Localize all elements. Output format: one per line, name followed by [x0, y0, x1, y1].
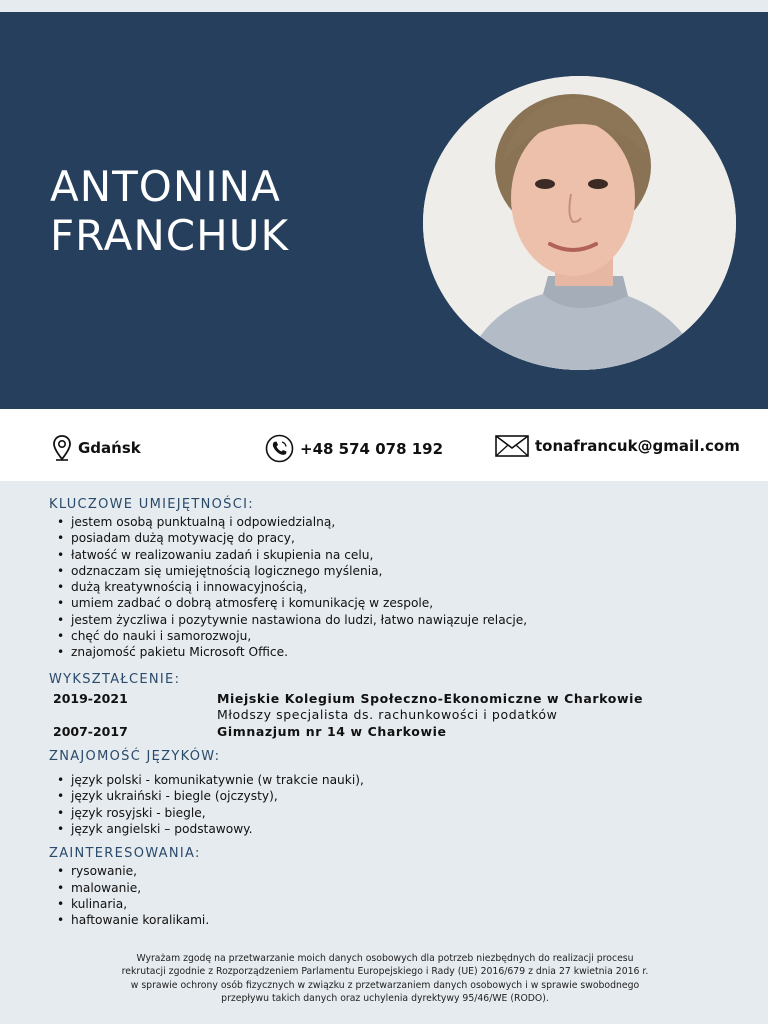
list-item: • kulinaria,: [57, 896, 739, 912]
education-years: 2007-2017: [53, 723, 128, 739]
education-school: Miejskie Kolegium Społeczno-Ekonomiczne w Charkowie: [217, 690, 644, 706]
email-text[interactable]: tonafrancuk@gmail.com: [535, 437, 740, 455]
education-entry: [49, 724, 739, 741]
candidate-name: [50, 162, 289, 260]
cv-content: [49, 496, 739, 929]
phone-icon: [265, 434, 294, 463]
languages-title: ZNAJOMOŚĆ JĘZYKÓW:: [49, 749, 221, 765]
education-school: Gimnazjum nr 14 w Charkowie: [217, 723, 447, 739]
list-item: • język rosyjski - biegle,: [57, 805, 739, 821]
list-item: • umiem zadbać o dobrą atmosferę i komunikację w zespole,: [57, 595, 739, 611]
education-list: [49, 691, 739, 741]
interests-section: [49, 845, 739, 928]
list-item: • łatwość w realizowaniu zadań i skupienia na celu,: [57, 547, 739, 563]
list-item: • haftowanie koralikami.: [57, 912, 739, 928]
envelope-icon: [495, 434, 529, 458]
top-strip: [0, 0, 768, 12]
contact-email: [495, 434, 740, 458]
list-item: • jestem życzliwa i pozytywnie nastawiona do ludzi, łatwo nawiązuje relacje,: [57, 612, 739, 628]
location-text: Gdańsk: [78, 439, 141, 457]
interests-list: [57, 863, 739, 928]
contact-phone: [265, 434, 443, 463]
list-item: • malowanie,: [57, 880, 739, 896]
list-item: • język polski - komunikatywnie (w trakcie nauki),: [57, 772, 739, 788]
phone-text[interactable]: +48 574 078 192: [300, 439, 444, 458]
skills-section: [49, 496, 739, 661]
location-pin-icon: [52, 434, 72, 462]
languages-section: [49, 748, 739, 837]
profile-photo: [423, 76, 736, 370]
cv-header: [0, 12, 768, 409]
portrait-illustration: [423, 76, 736, 370]
list-item: • język angielski – podstawowy.: [57, 821, 739, 837]
first-name: ANTONINA: [50, 162, 281, 211]
gdpr-consent-clause: Wyrażam zgodę na przetwarzanie moich danych osobowych dla potrzeb niezbędnych do realizacji procesu rekrutacji zgodnie z Rozporządzeniem Parlamentu Europejskiego i Rady (UE) 2016/679 z dnia 27 kwietnia 2016 r. w sprawie ochrony osób fizycznych w związku z przetwarzaniem danych osobowych i w sprawie swobodnego przepływu takich danych oraz uchylenia dyrektywy 95/46/WE (RODO).: [121, 953, 649, 1004]
education-entry: [49, 691, 739, 724]
skills-title: KLUCZOWE UMIEJĘTNOŚCI:: [49, 497, 254, 512]
list-item: • odznaczam się umiejętnością logicznego myślenia,: [57, 563, 739, 579]
contact-bar: [0, 409, 768, 481]
list-item: • dużą kreatywnością i innowacyjnością,: [57, 579, 739, 595]
list-item: • znajomość pakietu Microsoft Office.: [57, 644, 739, 660]
list-item: • chęć do nauki i samorozwoju,: [57, 628, 739, 644]
list-item: • jestem osobą punktualną i odpowiedzialną,: [57, 514, 739, 530]
languages-list: [57, 772, 739, 837]
list-item: • rysowanie,: [57, 863, 739, 879]
interests-title: ZAINTERESOWANIA:: [49, 846, 201, 862]
list-item: • język ukraiński - biegle (ojczysty),: [57, 788, 739, 804]
education-detail: Młodszy specjalista ds. rachunkowości i podatków: [217, 707, 558, 723]
education-years: 2019-2021: [53, 690, 128, 706]
last-name: FRANCHUK: [50, 211, 289, 260]
education-section: [49, 671, 739, 741]
contact-location: [52, 434, 141, 462]
skills-list: [57, 514, 739, 661]
education-title: WYKSZTAŁCENIE:: [49, 671, 181, 687]
list-item: • posiadam dużą motywację do pracy,: [57, 530, 739, 546]
